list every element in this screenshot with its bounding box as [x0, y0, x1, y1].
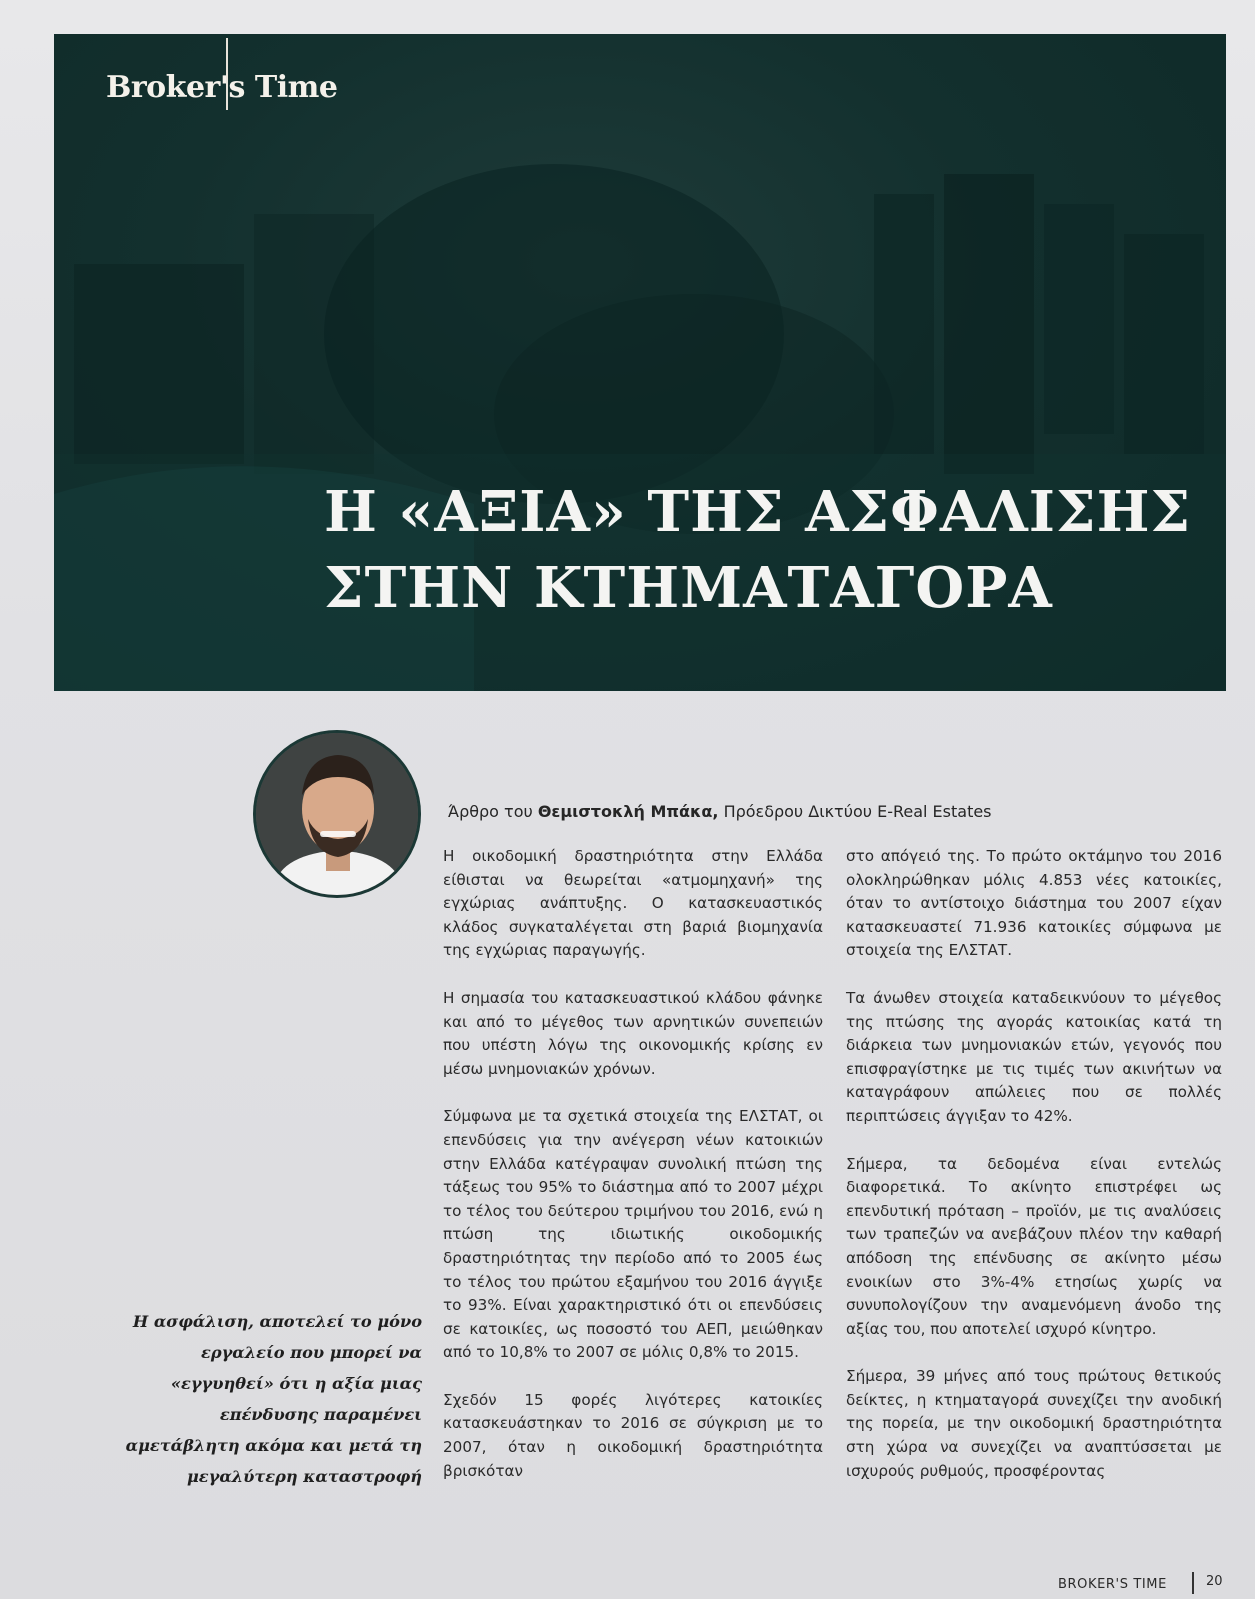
- paragraph: στο απόγειό της. Το πρώτο οκτάμηνο του 2016 ολοκληρώθηκαν μόλις 4.853 νέες κατοικίες, όταν το αντίστοιχο διάστημα του 2007 είχαν κατασκευαστεί 71.936 κατοικίες σύμφωνα με στοιχεία της ΕΛΣΤΑΤ.: [846, 847, 1222, 960]
- pull-quote: Η ασφάλιση, αποτελεί το μόνο εργαλείο που μπορεί να «εγγυηθεί» ότι η αξία μιας επένδυσης παραμένει αμετάβλητη ακόμα και μετά τη μεγαλύτερη καταστροφή: [125, 1312, 422, 1486]
- page-number: 20: [1206, 1574, 1223, 1589]
- paragraph: Σήμερα, τα δεδομένα είναι εντελώς διαφορετικά. Το ακίνητο επιστρέφει ως επενδυτική πρόταση – προϊόν, με τις αναλύσεις των τραπεζών να ανεβάζουν πλέον την καθαρή απόδοση της επένδυσης σε ακίνητο μέσω ενοικίων στο 3%-4% ετησίως χωρίς να συνυπολογίζουν την αναμενόμενη άνοδο της αξίας του, που αποτελεί ισχυρό κίνητρο.: [846, 1154, 1222, 1338]
- byline: [448, 802, 992, 821]
- hero-banner: [54, 34, 1226, 691]
- footer-label: BROKER'S TIME: [1058, 1577, 1167, 1592]
- byline-prefix: Άρθρο του: [448, 802, 533, 821]
- author-portrait: [256, 733, 418, 895]
- article-column-2: [846, 845, 1222, 1507]
- paragraph: Η σημασία του κατασκευαστικού κλάδου φάνηκε και από το μέγεθος των αρνητικών συνεπειών που υπέστη λόγω της οικονομικής κρίσης εν μέσω μνημονιακών χρόνων.: [443, 988, 823, 1078]
- headline-line-1: Η «ΑΞΙΑ» ΤΗΣ ΑΣΦΑΛΙΣΗΣ: [324, 479, 1192, 545]
- paragraph: Σήμερα, 39 μήνες από τους πρώτους θετικούς δείκτες, η κτηματαγορά συνεχίζει την ανοδική της πορεία, με την οικοδομική δραστηριότητα στη χώρα να συνεχίζει να αναπτύσσεται με ισχυρούς ρυθμούς, προσφέροντας: [846, 1367, 1222, 1480]
- paragraph: Σύμφωνα με τα σχετικά στοιχεία της ΕΛΣΤΑΤ, οι επενδύσεις για την ανέγερση νέων κατοικιών στην Ελλάδα κατέγραψαν συνολική πτώση της τάξεως του 95% το διάστημα από το 2007 μέχρι το τέλος του δεύτερου τριμήνου του 2016, ενώ η πτώση της ιδιωτικής οικοδομικής δραστηριότητας την περίοδο από το 2005 έως το τέλος του πρώτου εξαμήνου του 2016 άγγιξε το 93%. Είναι χαρακτηριστικό ότι οι επενδύσεις σε κατοικίες, ως ποσοστό του ΑΕΠ, μειώθηκαν από το 10,8% το 2007 σε μόλις 0,8% το 2015.: [443, 1107, 823, 1362]
- byline-role: Πρόεδρου Δικτύου E-Real Estates: [723, 802, 992, 821]
- brand-logo: Broker's Time: [106, 70, 338, 105]
- paragraph: Η οικοδομική δραστηριότητα στην Ελλάδα είθισται να θεωρείται «ατμομηχανή» της εγχώριας ανάπτυξης. Ο κατασκευαστικός κλάδος συγκαταλέγεται στη βαριά βιομηχανία της εγχώριας παραγωγής.: [443, 847, 823, 960]
- footer-divider: [1192, 1572, 1194, 1594]
- article-column-1: [443, 845, 823, 1507]
- byline-author: Θεμιστοκλή Μπάκα,: [537, 802, 719, 821]
- paragraph: Σχεδόν 15 φορές λιγότερες κατοικίες κατασκευάστηκαν το 2016 σε σύγκριση με το 2007, όταν η οικοδομική δραστηριότητα βρισκόταν: [443, 1390, 823, 1480]
- headline-line-2: ΣΤΗΝ ΚΤΗΜΑΤΑΓΟΡΑ: [324, 555, 1053, 621]
- paragraph: Τα άνωθεν στοιχεία καταδεικνύουν το μέγεθος της πτώσης της αγοράς κατοικίας κατά τη διάρκεια των μνημονιακών ετών, γεγονός που επισφραγίστηκε με τις τιμές των ακινήτων να καταγράφουν απώλειες που σε πολλές περιπτώσεις άγγιξαν το 42%.: [846, 988, 1222, 1125]
- author-photo: [256, 733, 418, 895]
- article-headline: [324, 474, 1204, 626]
